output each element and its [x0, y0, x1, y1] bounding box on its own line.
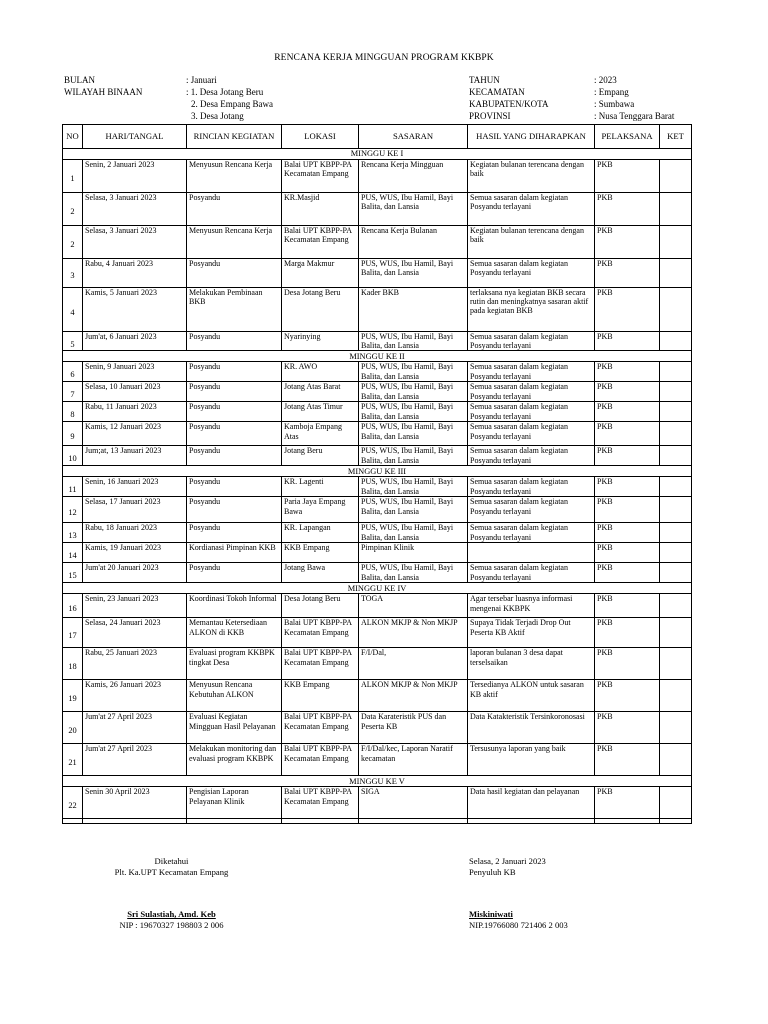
info-value: : 1. Desa Jotang Beru — [186, 87, 264, 97]
info-value: : 2023 — [594, 75, 617, 85]
cell-activity: Evaluasi program KKBPK tingkat Desa — [187, 648, 282, 680]
cell-location: KR. Lapangan — [282, 523, 359, 543]
cell-date: Kamis, 5 Januari 2023 — [83, 288, 187, 332]
table-row — [63, 160, 692, 193]
week-label: MINGGU KE V — [63, 776, 692, 787]
work-plan-table — [62, 124, 692, 824]
cell-location: Jotang Atas Timur — [282, 402, 359, 422]
week-header-row — [63, 351, 692, 362]
cell-note — [660, 618, 692, 648]
footer-left-header — [0, 856, 343, 878]
cell-result: Semua sasaran dalam kegiatan Posyandu terlayani — [468, 193, 595, 226]
cell-exec: PKB — [595, 648, 660, 680]
cell-no: 18 — [63, 648, 83, 680]
week-label: MINGGU KE IV — [63, 583, 692, 594]
cell-no: 10 — [63, 446, 83, 466]
cell-target: SIGA — [359, 787, 468, 819]
header-exec: PELAKSANA — [595, 125, 660, 149]
cell-no: 16 — [63, 594, 83, 618]
header-no: NO — [63, 125, 83, 149]
footer-right-signature — [469, 909, 568, 931]
cell-location: Balai UPT KBPP-PA Kecamatan Empang — [282, 744, 359, 776]
table-row — [63, 680, 692, 712]
cell-no: 13 — [63, 523, 83, 543]
cell-result: Semua sasaran dalam kegiatan Posyandu terlayani — [468, 362, 595, 382]
cell-activity: Posyandu — [187, 477, 282, 497]
cell-date: Kamis, 12 Januari 2023 — [83, 422, 187, 446]
cell-date: Selasa, 3 Januari 2023 — [83, 193, 187, 226]
table-body — [63, 149, 692, 824]
table-spacer-row — [63, 819, 692, 824]
cell-no: 12 — [63, 497, 83, 523]
cell-activity: Evaluasi Kegiatan Mingguan Hasil Pelayanan — [187, 712, 282, 744]
header-note: KET — [660, 125, 692, 149]
cell-activity: Posyandu — [187, 402, 282, 422]
cell-target: PUS, WUS, Ibu Hamil, Bayi Balita, dan Lansia — [359, 477, 468, 497]
cell-no: 6 — [63, 362, 83, 382]
info-value: : Empang — [594, 87, 629, 97]
cell-note — [660, 382, 692, 402]
info-label: BULAN — [64, 75, 95, 85]
cell-date: Jum;at, 13 Januari 2023 — [83, 446, 187, 466]
cell-date: Selasa, 10 Januari 2023 — [83, 382, 187, 402]
cell-result: Semua sasaran dalam kegiatan Posyandu terlayani — [468, 259, 595, 288]
footer-right-line1: Selasa, 2 Januari 2023 — [469, 856, 546, 866]
cell-result: Data Katakteristik Tersinkoronosasi — [468, 712, 595, 744]
cell-date: Kamis, 19 Januari 2023 — [83, 543, 187, 563]
cell-note — [660, 594, 692, 618]
table-row — [63, 648, 692, 680]
table-row — [63, 787, 692, 819]
cell-result: Semua sasaran dalam kegiatan Posyandu terlayani — [468, 402, 595, 422]
cell-activity: Koordinasi Tokoh Informal — [187, 594, 282, 618]
cell-activity: Melakukan Pembinaan BKB — [187, 288, 282, 332]
cell-location: Balai UPT KBPP-PA Kecamatan Empang — [282, 160, 359, 193]
info-value: 3. Desa Jotang — [191, 111, 244, 121]
cell-location: Balai UPT KBPP-PA Kecamatan Empang — [282, 787, 359, 819]
cell-date: Senin, 2 Januari 2023 — [83, 160, 187, 193]
cell-target: F/I/Dal, — [359, 648, 468, 680]
cell-exec: PKB — [595, 193, 660, 226]
cell-note — [660, 362, 692, 382]
cell-result: Semua sasaran dalam kegiatan Posyandu terlayani — [468, 477, 595, 497]
cell-location: Jotang Bawa — [282, 563, 359, 583]
cell-exec: PKB — [595, 226, 660, 259]
week-header-row — [63, 583, 692, 594]
cell-no: 8 — [63, 402, 83, 422]
cell-note — [660, 497, 692, 523]
cell-exec: PKB — [595, 446, 660, 466]
header-target: SASARAN — [359, 125, 468, 149]
cell-target: Rencana Kerja Bulanan — [359, 226, 468, 259]
cell-exec: PKB — [595, 563, 660, 583]
info-label: KECAMATAN — [469, 87, 525, 97]
cell-no: 2 — [63, 193, 83, 226]
cell-exec: PKB — [595, 543, 660, 563]
cell-date: Selasa, 17 Januari 2023 — [83, 497, 187, 523]
header-result: HASIL YANG DIHARAPKAN — [468, 125, 595, 149]
info-left-values — [186, 74, 273, 122]
cell-target: PUS, WUS, Ibu Hamil, Bayi Balita, dan Lansia — [359, 332, 468, 351]
cell-exec: PKB — [595, 382, 660, 402]
info-left-labels — [64, 74, 142, 98]
info-value: : Januari — [186, 75, 217, 85]
cell-date: Rabu, 11 Januari 2023 — [83, 402, 187, 422]
cell-date: Senin 30 April 2023 — [83, 787, 187, 819]
cell-target: ALKON MKJP & Non MKJP — [359, 680, 468, 712]
cell-note — [660, 402, 692, 422]
table-header-row — [63, 125, 692, 149]
cell-location: Balai UPT KBPP-PA Kecamatan Empang — [282, 712, 359, 744]
cell-exec: PKB — [595, 787, 660, 819]
cell-target: Data Karateristik PUS dan Peserta KB — [359, 712, 468, 744]
cell-target: TOGA — [359, 594, 468, 618]
cell-note — [660, 332, 692, 351]
cell-no: 9 — [63, 422, 83, 446]
cell-no: 15 — [63, 563, 83, 583]
cell-target: PUS, WUS, Ibu Hamil, Bayi Balita, dan Lansia — [359, 497, 468, 523]
cell-result: laporan bulanan 3 desa dapat terselsaikan — [468, 648, 595, 680]
cell-note — [660, 648, 692, 680]
cell-date: Jum'at 20 Januari 2023 — [83, 563, 187, 583]
cell-date: Jum'at 27 April 2023 — [83, 712, 187, 744]
cell-exec: PKB — [595, 259, 660, 288]
cell-exec: PKB — [595, 477, 660, 497]
cell-date: Rabu, 18 Januari 2023 — [83, 523, 187, 543]
cell-location: Marga Makmur — [282, 259, 359, 288]
info-label: TAHUN — [469, 75, 500, 85]
cell-activity: Menyusun Rencana Kerja — [187, 226, 282, 259]
cell-note — [660, 523, 692, 543]
cell-activity: Posyandu — [187, 362, 282, 382]
cell-result: Kegiatan bulanan terencana dengan baik — [468, 160, 595, 193]
cell-date: Jum'at, 6 Januari 2023 — [83, 332, 187, 351]
cell-exec: PKB — [595, 594, 660, 618]
cell-target: PUS, WUS, Ibu Hamil, Bayi Balita, dan Lansia — [359, 362, 468, 382]
cell-exec: PKB — [595, 422, 660, 446]
cell-note — [660, 288, 692, 332]
footer-left-signature — [0, 909, 343, 931]
cell-target: PUS, WUS, Ibu Hamil, Bayi Balita, dan Lansia — [359, 563, 468, 583]
cell-target: Kader BKB — [359, 288, 468, 332]
spacer-cell — [63, 819, 83, 824]
table-row — [63, 477, 692, 497]
cell-date: Kamis, 26 Januari 2023 — [83, 680, 187, 712]
table-row — [63, 446, 692, 466]
cell-location: Balai UPT KBPP-PA Kecamatan Empang — [282, 618, 359, 648]
cell-location: KKB Empang — [282, 680, 359, 712]
info-label: KABUPATEN/KOTA — [469, 99, 549, 109]
table-row — [63, 422, 692, 446]
footer-left-name: Sri Sulastiah, Amd. Keb — [127, 909, 216, 919]
cell-target: ALKON MKJP & Non MKJP — [359, 618, 468, 648]
cell-date: Senin, 9 Januari 2023 — [83, 362, 187, 382]
cell-location: Jotang Beru — [282, 446, 359, 466]
week-header-row — [63, 466, 692, 477]
cell-exec: PKB — [595, 712, 660, 744]
cell-result: Tersedianya ALKON untuk sasaran KB aktif — [468, 680, 595, 712]
table-row — [63, 402, 692, 422]
cell-no: 11 — [63, 477, 83, 497]
cell-activity: Posyandu — [187, 422, 282, 446]
cell-note — [660, 543, 692, 563]
info-label: PROVINSI — [469, 111, 511, 121]
table-row — [63, 497, 692, 523]
info-right-labels — [469, 74, 548, 122]
cell-result: Agar tersebar luasnya informasi mengenai KKBPK — [468, 594, 595, 618]
header-date: HARI/TANGAL — [83, 125, 187, 149]
cell-exec: PKB — [595, 680, 660, 712]
footer-left-line1: Diketahui — [154, 856, 189, 866]
table-row — [63, 618, 692, 648]
spacer-cell — [282, 819, 359, 824]
table-row — [63, 332, 692, 351]
cell-target: PUS, WUS, Ibu Hamil, Bayi Balita, dan Lansia — [359, 193, 468, 226]
cell-result: Tersusunya laporan yang baik — [468, 744, 595, 776]
spacer-cell — [660, 819, 692, 824]
table-row — [63, 288, 692, 332]
cell-location: Desa Jotang Beru — [282, 594, 359, 618]
cell-no: 4 — [63, 288, 83, 332]
spacer-cell — [83, 819, 187, 824]
header-activity: RINCIAN KEGIATAN — [187, 125, 282, 149]
week-label: MINGGU KE III — [63, 466, 692, 477]
cell-result: Semua sasaran dalam kegiatan Posyandu terlayani — [468, 382, 595, 402]
table-row — [63, 744, 692, 776]
cell-exec: PKB — [595, 160, 660, 193]
cell-date: Senin, 23 Januari 2023 — [83, 594, 187, 618]
cell-result: Semua sasaran dalam kegiatan Posyandu terlayani — [468, 563, 595, 583]
cell-exec: PKB — [595, 402, 660, 422]
cell-activity: Melakukan monitoring dan evaluasi program KKBPK — [187, 744, 282, 776]
cell-date: Selasa, 3 Januari 2023 — [83, 226, 187, 259]
week-label: MINGGU KE I — [63, 149, 692, 160]
cell-result: terlaksana nya kegiatan BKB secara rutin dan meningkatnya sasaran aktif pada kegiatan BKB — [468, 288, 595, 332]
cell-date: Selasa, 24 Januari 2023 — [83, 618, 187, 648]
cell-no: 2 — [63, 226, 83, 259]
cell-target: Pimpinan Klinik — [359, 543, 468, 563]
cell-activity: Posyandu — [187, 382, 282, 402]
cell-activity: Posyandu — [187, 446, 282, 466]
footer-left-nip: NIP : 19670327 198803 2 006 — [119, 920, 224, 930]
cell-result: Semua sasaran dalam kegiatan Posyandu terlayani — [468, 523, 595, 543]
cell-exec: PKB — [595, 332, 660, 351]
cell-result: Supaya Tidak Terjadi Drop Out Peserta KB Aktif — [468, 618, 595, 648]
spacer-cell — [359, 819, 468, 824]
cell-note — [660, 744, 692, 776]
cell-exec: PKB — [595, 523, 660, 543]
cell-no: 3 — [63, 259, 83, 288]
table-row — [63, 193, 692, 226]
cell-exec: PKB — [595, 288, 660, 332]
footer-right-line2: Penyuluh KB — [469, 867, 516, 877]
footer-right-name: Miskiniwati — [469, 909, 513, 919]
cell-note — [660, 477, 692, 497]
footer-right-header — [469, 856, 546, 878]
cell-date: Rabu, 25 Januari 2023 — [83, 648, 187, 680]
spacer-cell — [595, 819, 660, 824]
cell-activity: Kordianasi Pimpinan KKB — [187, 543, 282, 563]
cell-result: Kegiatan bulanan terencana dengan baik — [468, 226, 595, 259]
cell-target: F/I/Dal/kec, Laporan Naratif kecamatan — [359, 744, 468, 776]
cell-note — [660, 446, 692, 466]
table-row — [63, 543, 692, 563]
table-row — [63, 362, 692, 382]
cell-no: 21 — [63, 744, 83, 776]
cell-target: PUS, WUS, Ibu Hamil, Bayi Balita, dan Lansia — [359, 422, 468, 446]
footer-left-line2: Plt. Ka.UPT Kecamatan Empang — [114, 867, 229, 877]
cell-no: 14 — [63, 543, 83, 563]
week-header-row — [63, 149, 692, 160]
cell-date: Rabu, 4 Januari 2023 — [83, 259, 187, 288]
cell-location: KR. Lagenti — [282, 477, 359, 497]
table-row — [63, 563, 692, 583]
cell-result: Semua sasaran dalam kegiatan Posyandu terlayani — [468, 422, 595, 446]
cell-location: Nyarinying — [282, 332, 359, 351]
cell-activity: Posyandu — [187, 332, 282, 351]
cell-location: Kamboja Empang Atas — [282, 422, 359, 446]
cell-date: Jum'at 27 April 2023 — [83, 744, 187, 776]
cell-activity: Posyandu — [187, 563, 282, 583]
cell-result — [468, 543, 595, 563]
cell-no: 19 — [63, 680, 83, 712]
document-title: RENCANA KERJA MINGGUAN PROGRAM KKBPK — [274, 53, 494, 63]
cell-activity: Posyandu — [187, 497, 282, 523]
table-row — [63, 382, 692, 402]
cell-no: 7 — [63, 382, 83, 402]
cell-activity: Memantau Ketersediaan ALKON di KKB — [187, 618, 282, 648]
cell-location: Desa Jotang Beru — [282, 288, 359, 332]
cell-target: PUS, WUS, Ibu Hamil, Bayi Balita, dan Lansia — [359, 446, 468, 466]
cell-result: Semua sasaran dalam kegiatan Posyandu terlayani — [468, 497, 595, 523]
cell-location: KKB Empang — [282, 543, 359, 563]
cell-target: PUS, WUS, Ibu Hamil, Bayi Balita, dan Lansia — [359, 259, 468, 288]
cell-note — [660, 680, 692, 712]
cell-activity: Posyandu — [187, 259, 282, 288]
cell-date: Senin, 16 Januari 2023 — [83, 477, 187, 497]
cell-activity: Pengisian Laporan Pelayanan Klinik — [187, 787, 282, 819]
cell-result: Semua sasaran dalam kegiatan Posyandu terlayani — [468, 332, 595, 351]
cell-activity: Posyandu — [187, 193, 282, 226]
table-row — [63, 523, 692, 543]
table-row — [63, 226, 692, 259]
cell-exec: PKB — [595, 497, 660, 523]
week-header-row — [63, 776, 692, 787]
cell-note — [660, 712, 692, 744]
info-right-values — [594, 74, 674, 122]
cell-exec: PKB — [595, 618, 660, 648]
footer-right-nip: NIP.19766080 721406 2 003 — [469, 920, 568, 930]
cell-no: 1 — [63, 160, 83, 193]
info-value: : Sumbawa — [594, 99, 635, 109]
info-value: : Nusa Tenggara Barat — [594, 111, 675, 121]
cell-activity: Posyandu — [187, 523, 282, 543]
cell-location: Jotang Atas Barat — [282, 382, 359, 402]
cell-result: Semua sasaran dalam kegiatan Posyandu terlayani — [468, 446, 595, 466]
cell-note — [660, 563, 692, 583]
spacer-cell — [468, 819, 595, 824]
cell-location: Paria Jaya Empang Bawa — [282, 497, 359, 523]
cell-activity: Menyusun Rencana Kebutuhan ALKON — [187, 680, 282, 712]
cell-no: 20 — [63, 712, 83, 744]
cell-location: KR.Masjid — [282, 193, 359, 226]
cell-result: Data hasil kegiatan dan pelayanan — [468, 787, 595, 819]
cell-note — [660, 160, 692, 193]
spacer-cell — [187, 819, 282, 824]
cell-no: 5 — [63, 332, 83, 351]
cell-activity: Menyusun Rencana Kerja — [187, 160, 282, 193]
cell-exec: PKB — [595, 362, 660, 382]
cell-no: 22 — [63, 787, 83, 819]
cell-target: PUS, WUS, Ibu Hamil, Bayi Balita, dan Lansia — [359, 523, 468, 543]
cell-note — [660, 259, 692, 288]
cell-note — [660, 226, 692, 259]
cell-note — [660, 193, 692, 226]
table-row — [63, 259, 692, 288]
table-row — [63, 712, 692, 744]
header-location: LOKASI — [282, 125, 359, 149]
cell-note — [660, 787, 692, 819]
info-label: WILAYAH BINAAN — [64, 87, 143, 97]
cell-target: PUS, WUS, Ibu Hamil, Bayi Balita, dan Lansia — [359, 402, 468, 422]
cell-note — [660, 422, 692, 446]
cell-no: 17 — [63, 618, 83, 648]
cell-target: PUS, WUS, Ibu Hamil, Bayi Balita, dan Lansia — [359, 382, 468, 402]
cell-target: Rencana Kerja Mingguan — [359, 160, 468, 193]
week-label: MINGGU KE II — [63, 351, 692, 362]
info-value: 2. Desa Empang Bawa — [191, 99, 273, 109]
cell-location: KR. AWO — [282, 362, 359, 382]
table-row — [63, 594, 692, 618]
cell-exec: PKB — [595, 744, 660, 776]
cell-location: Balai UPT KBPP-PA Kecamatan Empang — [282, 648, 359, 680]
cell-location: Balai UPT KBPP-PA Kecamatan Empang — [282, 226, 359, 259]
